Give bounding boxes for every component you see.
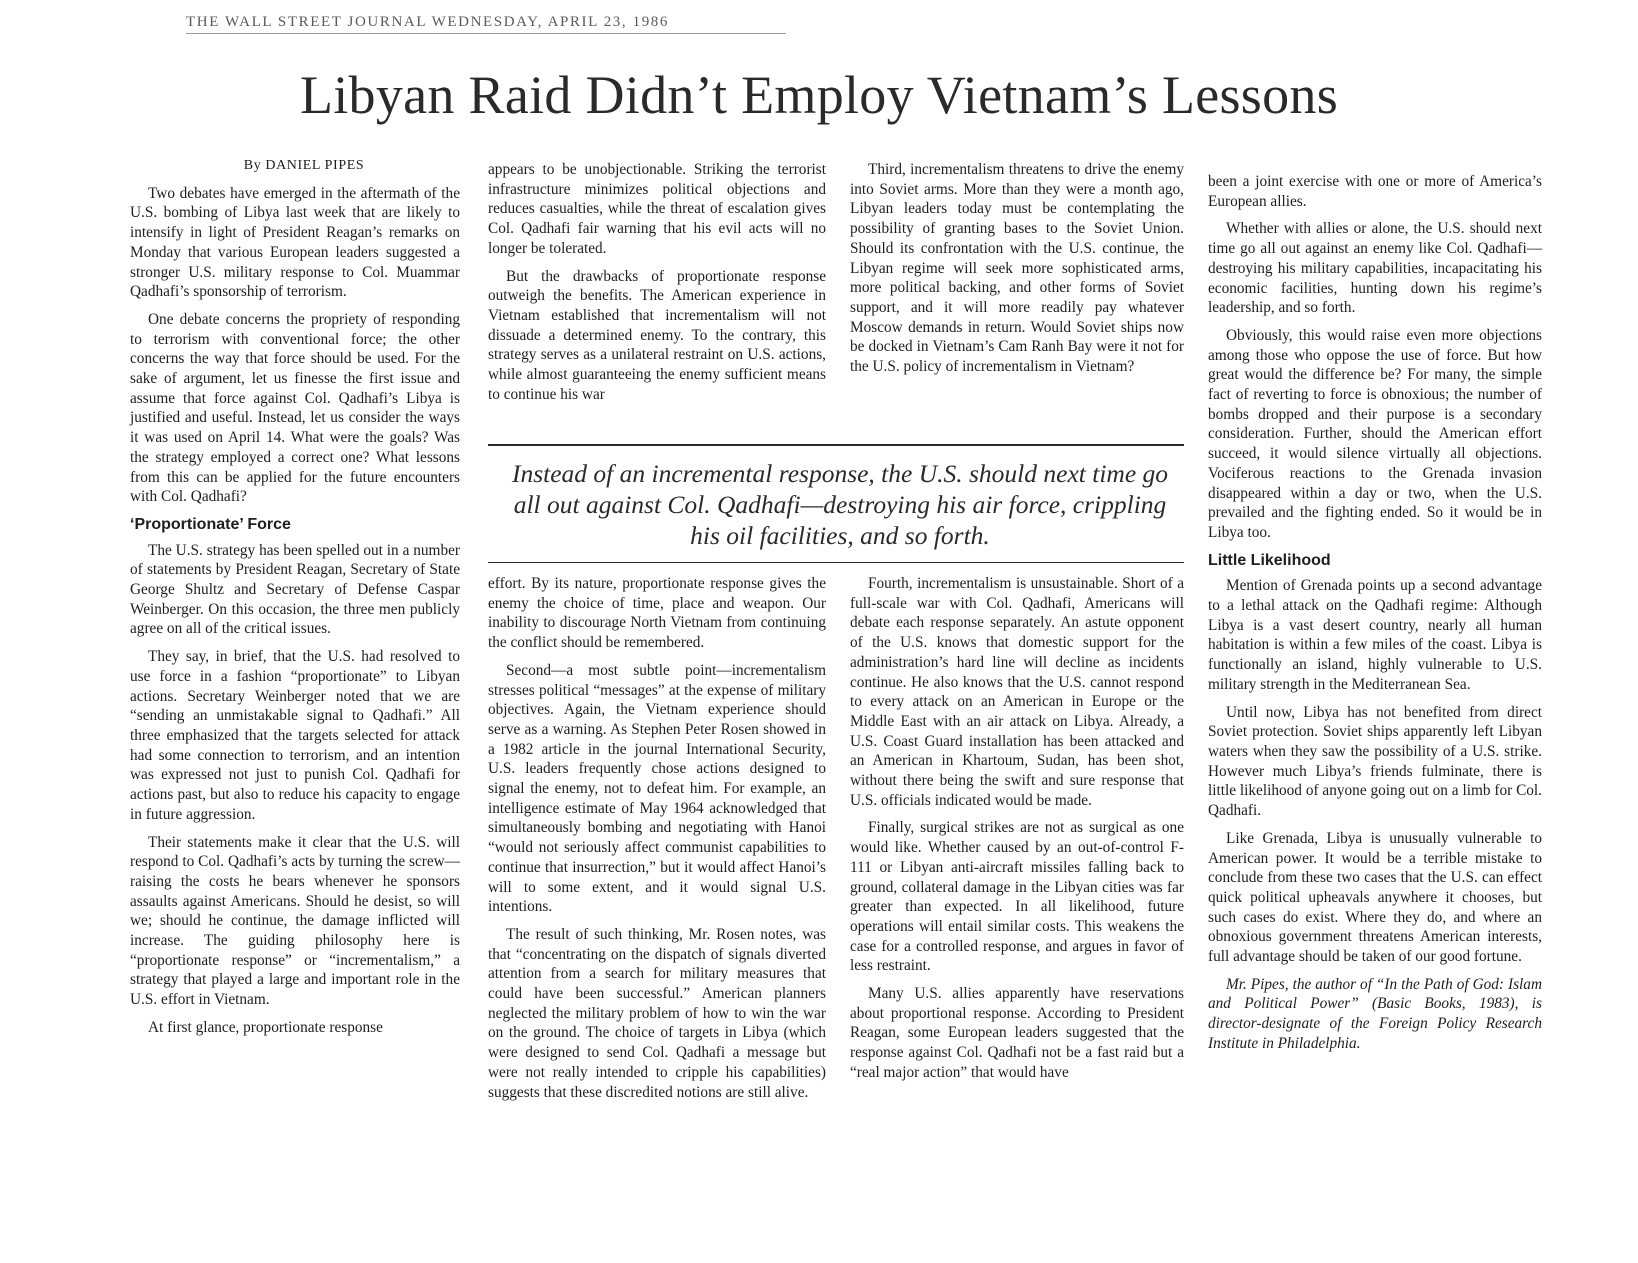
- masthead: THE WALL STREET JOURNAL WEDNESDAY, APRIL 23, 1986: [186, 14, 786, 34]
- column-3-top: [850, 160, 1184, 385]
- headline: Libyan Raid Didn’t Employ Vietnam’s Lessons: [299, 65, 1339, 125]
- column-4: [1208, 172, 1542, 1062]
- paragraph: Mention of Grenada points up a second advantage to a lethal attack on the Qadhafi regime: Although Libya is a vast desert country, nearly all human habitation is within a few miles of the coast. Libya is functionally an island, highly vulnerable to U.S. military strength in the Mediterranean Sea.: [1208, 577, 1542, 693]
- author-bio: [1208, 975, 1542, 1054]
- paragraph: Fourth, incrementalism is unsustainable. Short of a full-scale war with Col. Qadhafi, Americans will debate each response separately. An astute opponent of the U.S. knows that domestic support for the administration’s hard line will decline as incidents continue. He also knows that the U.S. cannot respond to every attack on an American in Europe or the Middle East with an air attack on Libya. Already, a U.S. Coast Guard installation has been attacked and an American in Khartoum, Sudan, has been shot, without there being the swift and sure response that U.S. officials indicated would be made.: [850, 575, 1184, 809]
- paragraph: Second—a most subtle point—incrementalism stresses political “messages” at the expense of military objectives. Again, the Vietnam experience should serve as a warning. As Stephen Peter Rosen showed in a 1982 article in the journal International Security, U.S. leaders frequently chose actions designed to signal the enemy, not to defeat him. For example, an intelligence estimate of May 1964 acknowledged that simultaneously bombing and negotiating with Hanoi “would not seriously affect communist capabilities to continue that insurrection,” but it would affect Hanoi’s will to some extent, and it would signal U.S. intentions.: [488, 661, 826, 916]
- pull-quote: Instead of an incremental response, the U.S. should next time go all out against Col. Qadhafi—destroying his air force, crippling his oil facilities, and so forth.: [511, 459, 1169, 550]
- paragraph: Many U.S. allies apparently have reservations about proportional response. According to President Reagan, some European leaders suggested that the response against Col. Qadhafi not be a fast raid but a “real major action” that would have: [850, 985, 1184, 1081]
- paragraph: Until now, Libya has not benefited from direct Soviet protection. Soviet ships apparently left Libyan waters when they saw the possibility of a U.S. strike. However much Libya’s friends fulminate, there is little likelihood of anyone going out on a limb for Col. Qadhafi.: [1208, 703, 1542, 820]
- paragraph: Obviously, this would raise even more objections among those who oppose the use of force. But how great would the difference be? For many, the simple fact of reverting to force is obnoxious; the number of bombs dropped and their purpose is a secondary consideration. Further, should the American effort succeed, it would silence virtually all objections. Vociferous reactions to the Grenada invasion disappeared within a day or two, when the U.S. prevailed and the fighting ended. So it would be in Libya too.: [1208, 326, 1542, 541]
- paragraph: Like Grenada, Libya is unusually vulnerable to American power. It would be a terrible mistake to conclude from these two cases that the U.S. can effect quick political upheavals anywhere it chooses, but such cases do exist. Where they do, and where an obnoxious government threatens American interests, full advantage should be taken of our good fortune.: [1208, 829, 1542, 966]
- column-3-bottom: [850, 574, 1184, 1091]
- subhead-proportionate-force: ‘Proportionate’ Force: [130, 515, 291, 533]
- column-1: [130, 156, 460, 1046]
- paragraph: The result of such thinking, Mr. Rosen notes, was that “concentrating on the dispatch of signals diverted attention from a search for military measures that could have been successful.” American planners neglected the military problem of how to win the war on the ground. The choice of targets in Libya (which were designed to send Col. Qadhafi a message but were not really intended to cripple his capabilities) suggests that these discredited notions are still alive.: [488, 925, 826, 1101]
- author-bio-text: Mr. Pipes, the author of “In the Path of God: Islam and Political Power” (Basic Books, 1983), is director-designate of the Foreign Policy Research Institute in Philadelphia.: [1208, 975, 1542, 1052]
- paragraph: Their statements make it clear that the U.S. will respond to Col. Qadhafi’s acts by turning the screw—raising the costs he bears whenever he sponsors assaults against Americans. Should he desist, so will we; should he continue, the damage inflicted will increase. The guiding philosophy here is “proportionate response” or “incrementalism,” a strategy that played a large and important role in the U.S. effort in Vietnam.: [130, 833, 460, 1009]
- paragraph: appears to be unobjectionable. Striking the terrorist infrastructure minimizes political objections and reduces casualties, while the threat of escalation gives Col. Qadhafi fair warning that his evil acts will no longer be tolerated.: [488, 161, 826, 257]
- paragraph: been a joint exercise with one or more of America’s European allies.: [1208, 173, 1542, 210]
- paragraph: One debate concerns the propriety of responding to terrorism with conventional force; the other concerns the way that force should be used. For the sake of argument, let us finesse the first issue and assume that force against Col. Qadhafi’s Libya is justified and useful. Instead, let us consider the ways it was used on April 14. What were the goals? Was the strategy employed a correct one? What lessons from this can be applied for the future encounters with Col. Qadhafi?: [130, 310, 460, 506]
- paragraph: Finally, surgical strikes are not as surgical as one would like. Whether caused by an out-of-control F-111 or Libyan anti-aircraft missiles falling back to ground, collateral damage in the Libyan cities was far greater than expected. In all likelihood, future operations will entail similar costs. This weakens the case for a controlled response, and argues in favor of less restraint.: [850, 819, 1184, 975]
- column-2-bottom: [488, 574, 826, 1110]
- paragraph: At first glance, proportionate response: [148, 1018, 383, 1036]
- paragraph: Whether with allies or alone, the U.S. should next time go all out against an enemy like Col. Qadhafi—destroying his military capabilities, incapacitating his economic facilities, hunting down his regime’s leadership, and so forth.: [1208, 220, 1542, 317]
- paragraph: They say, in brief, that the U.S. had resolved to use force in a fashion “proportionate” to Libyan actions. Secretary Weinberger noted that we are “sending an unmistakable signal to Qadhafi.” All three emphasized that the targets selected for attack had some connection to terrorism, and an intention was expressed not just to punish Col. Qadhafi for actions past, but also to reduce his capacity to engage in future aggression.: [130, 648, 460, 823]
- pull-quote-rule-top: [488, 444, 1184, 446]
- paragraph: Two debates have emerged in the aftermath of the U.S. bombing of Libya last week that are likely to intensify in light of President Reagan’s remarks on Monday that various European leaders suggested a stronger U.S. military response to Col. Muammar Qadhafi’s sponsorship of terrorism.: [130, 184, 460, 301]
- paragraph: effort. By its nature, proportionate response gives the enemy the choice of time, place and weapon. Our inability to discourage North Vietnam from continuing the conflict should be remembered.: [488, 575, 826, 652]
- subhead-little-likelihood: Little Likelihood: [1208, 551, 1331, 569]
- column-2-top: [488, 160, 826, 412]
- pull-quote-rule-bottom: [488, 562, 1184, 563]
- paragraph: Third, incrementalism threatens to drive the enemy into Soviet arms. More than they were a month ago, Libyan leaders today must be contemplating the possibility of granting bases to the Soviet Union. Should its confrontation with the U.S. continue, the Libyan regime will seek more sophisticated arms, more political backing, and other forms of Soviet support, and it will more readily pay whatever Moscow demands in return. Would Soviet ships now be docked in Vietnam’s Cam Ranh Bay were it not for the U.S. policy of incrementalism in Vietnam?: [850, 161, 1184, 376]
- byline: By DANIEL PIPES: [243, 158, 365, 173]
- paragraph: But the drawbacks of proportionate response outweigh the benefits. The American experience in Vietnam established that incrementalism will not dissuade a determined enemy. To the contrary, this strategy serves as a unilateral restraint on U.S. actions, while almost guaranteeing the enemy sufficient means to continue his war: [488, 267, 826, 403]
- paragraph: The U.S. strategy has been spelled out in a number of statements by President Reagan, Secretary of State George Shultz and Secretary of Defense Caspar Weinberger. On this occasion, the three men publicly agree on all of the critical issues.: [130, 541, 460, 638]
